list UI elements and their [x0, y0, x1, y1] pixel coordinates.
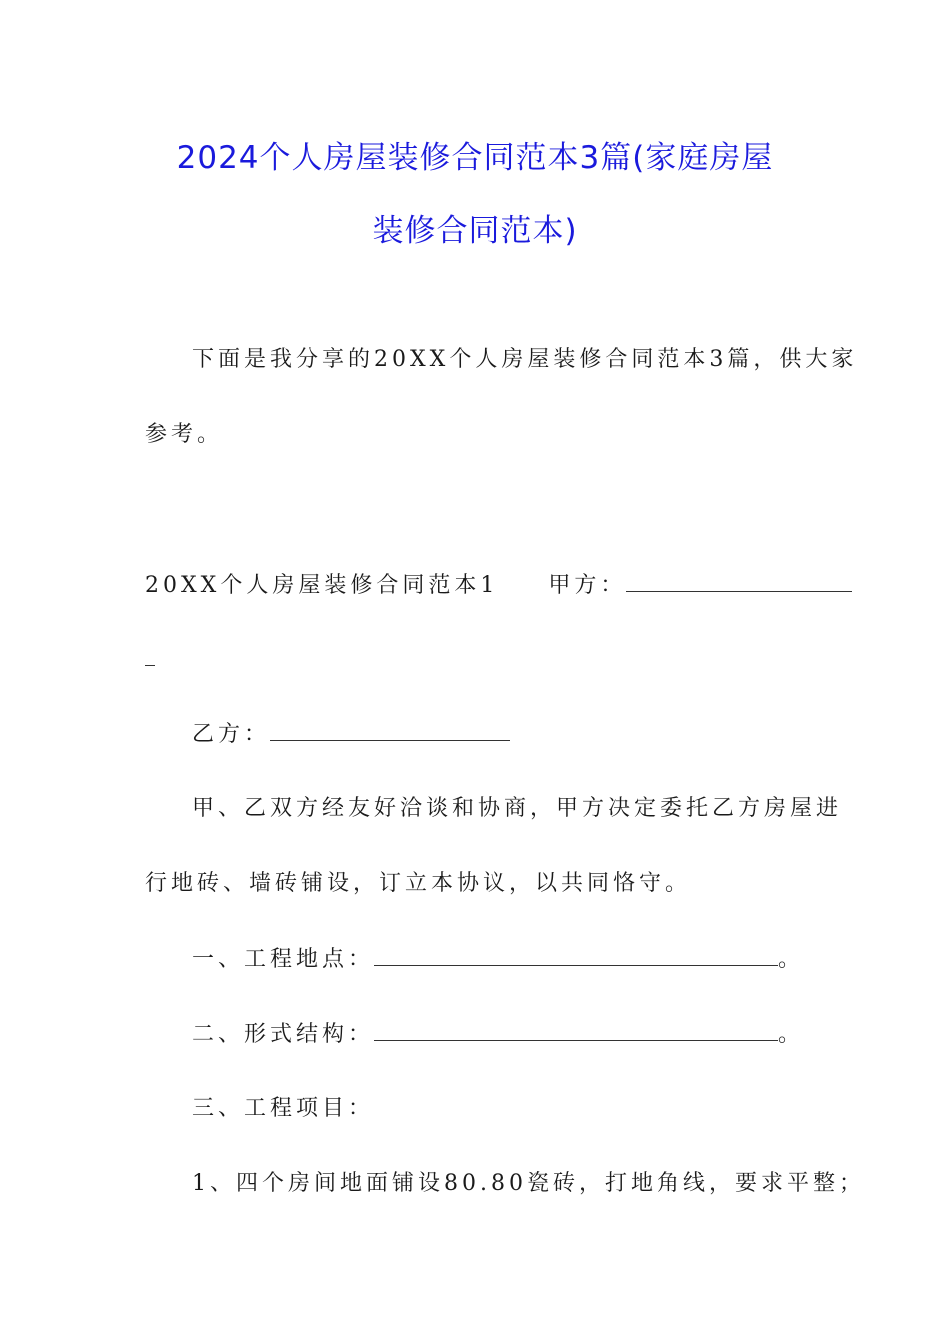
item-2-end: 。 — [778, 1022, 805, 1047]
item-2-label: 二、形式结构： — [192, 1022, 375, 1047]
para1-line-1: 甲、乙双方经友好洽谈和协商，甲方决定委托乙方房屋进 — [192, 796, 843, 821]
item-1-line — [192, 945, 804, 974]
intro-line-1: 下面是我分享的20XX个人房屋装修合同范本3篇，供大家 — [192, 347, 858, 372]
party-a-label: 甲方： — [548, 573, 627, 598]
item-1-end: 。 — [778, 947, 805, 972]
item-1-blank — [374, 945, 778, 966]
contract-heading: 20XX个人房屋装修合同范本1 — [145, 573, 499, 598]
party-a-blank-continued — [145, 645, 155, 674]
item-1-label: 一、工程地点： — [192, 947, 375, 972]
party-b-line — [192, 720, 510, 749]
item-3-line: 三、工程项目： — [192, 1096, 375, 1121]
document-title-line-1: 2024个人房屋装修合同范本3篇(家庭房屋 — [176, 140, 774, 176]
party-b-label: 乙方： — [192, 722, 271, 747]
intro-line-2: 参考。 — [145, 422, 224, 447]
party-a-blank — [626, 571, 852, 592]
document-title-line-2: 装修合同范本) — [372, 213, 578, 249]
party-b-blank — [270, 720, 510, 741]
sub-item-1-line: 1、四个房间地面铺设80.80瓷砖，打地角线，要求平整； — [192, 1171, 865, 1196]
para1-line-2: 行地砖、墙砖铺设，订立本协议，以共同恪守。 — [145, 871, 692, 896]
contract-heading-line — [145, 571, 852, 600]
item-2-blank — [374, 1020, 778, 1041]
item-2-line — [192, 1020, 804, 1049]
party-a-blank-tail — [145, 645, 155, 666]
